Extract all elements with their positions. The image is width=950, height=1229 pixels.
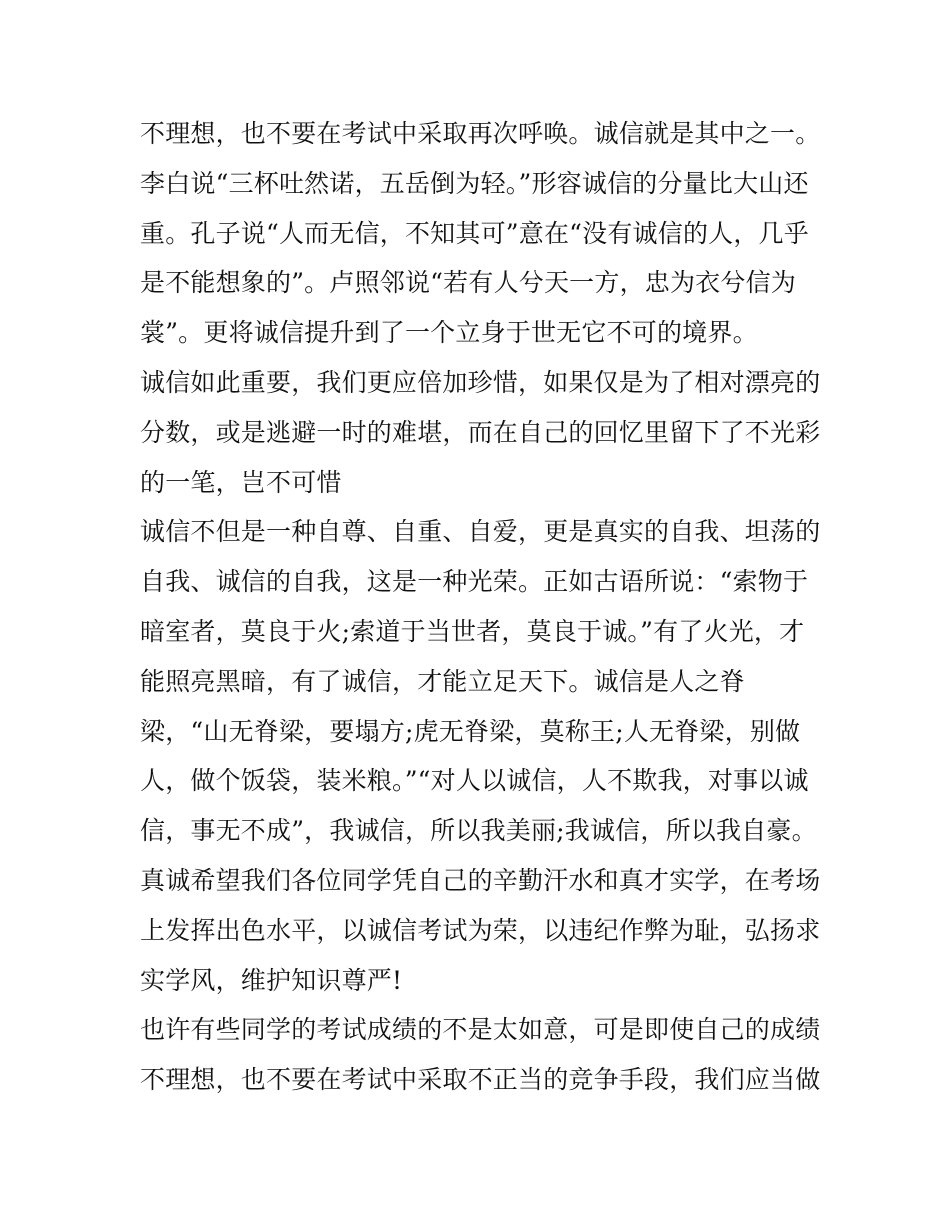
text-line: 的一笔，岂不可惜: [140, 467, 342, 497]
text-line: 自我、诚信的自我，这是一种光荣。正如古语所说：“索物于: [140, 567, 809, 597]
text-line: 裳”。更将诚信提升到了一个立身于世无它不可的境界。: [140, 318, 758, 348]
text-line: 重。孔子说“人而无信，不知其可”意在“没有诚信的人，几乎: [140, 218, 809, 248]
text-line: 诚信如此重要，我们更应倍加珍惜，如果仅是为了相对漂亮的: [140, 367, 821, 397]
document-body: [140, 109, 820, 1105]
text-line: 能照亮黑暗，有了诚信，才能立足天下。诚信是人之脊: [140, 666, 745, 696]
text-line: 诚信不但是一种自尊、自重、自爱，更是真实的自我、坦荡的: [140, 517, 821, 547]
text-line: 不理想，也不要在考试中采取再次呼唤。诚信就是其中之一。: [140, 119, 821, 148]
text-line: 分数，或是逃避一时的难堪，而在自己的回忆里留下了不光彩: [140, 417, 821, 447]
text-line: 也许有些同学的考试成绩的不是太如意，可是即使自己的成绩: [140, 1015, 821, 1045]
text-line: 真诚希望我们各位同学凭自己的辛勤汗水和真才实学，在考场: [140, 865, 821, 895]
text-line: 是不能想象的”。卢照邻说“若有人兮天一方，忠为衣兮信为: [140, 268, 796, 298]
text-line: 梁，“山无脊梁，要塌方;虎无脊梁，莫称王;人无脊梁，别做: [140, 716, 801, 746]
text-line: 人，做个饭袋，装米粮。”“对人以诚信，人不欺我，对事以诚: [140, 766, 809, 796]
text-line: 暗室者，莫良于火;索道于当世者，莫良于诚。”有了火光，才: [140, 616, 805, 646]
text-line: 上发挥出色水平，以诚信考试为荣，以违纪作弊为耻，弘扬求: [140, 915, 821, 945]
text-line: 李白说“三杯吐然诺，五岳倒为轻。”形容诚信的分量比大山还: [140, 168, 809, 198]
text-line: 不理想，也不要在考试中采取不正当的竞争手段，我们应当做: [140, 1065, 821, 1095]
text-line: 信，事无不成”，我诚信，所以我美丽;我诚信，所以我自豪。: [140, 816, 817, 846]
text-line: 实学风，维护知识尊严!: [140, 965, 403, 995]
